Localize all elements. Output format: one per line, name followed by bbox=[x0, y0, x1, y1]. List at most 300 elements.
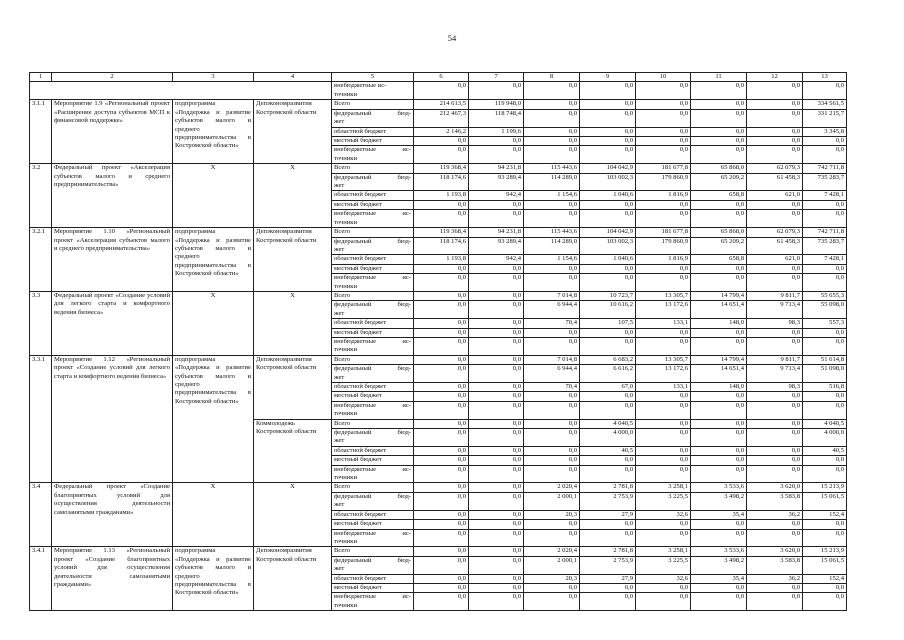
value-cell: 70,4 bbox=[524, 383, 580, 392]
value-cell: 0,0 bbox=[747, 401, 803, 419]
header-cell: 6 bbox=[414, 73, 469, 82]
value-cell: 0,0 bbox=[414, 146, 469, 164]
value-cell: 214 613,5 bbox=[414, 100, 469, 109]
value-cell: 133,1 bbox=[636, 383, 691, 392]
value-cell: 0,0 bbox=[691, 392, 747, 401]
value-cell: 0,0 bbox=[803, 529, 847, 547]
value-cell: 181 677,8 bbox=[636, 164, 691, 173]
value-cell: 0,0 bbox=[691, 210, 747, 228]
item-name: Федеральный проект «Создание условий для легкого старта и комфортного ведения бизнеса» bbox=[52, 291, 173, 355]
table-row bbox=[30, 100, 847, 109]
value-cell: 942,4 bbox=[469, 255, 524, 264]
funding-source-line: жет bbox=[334, 373, 345, 381]
budget-table bbox=[29, 72, 847, 611]
funding-source-line: точники bbox=[334, 537, 358, 545]
value-cell: 4 040,5 bbox=[580, 419, 636, 428]
value-cell: 0,0 bbox=[414, 301, 469, 319]
value-cell: 0,0 bbox=[469, 401, 524, 419]
funding-source-line: жет bbox=[334, 309, 345, 317]
value-cell: 0,0 bbox=[747, 264, 803, 273]
funding-source-line: жет bbox=[334, 182, 345, 190]
value-cell: 0,0 bbox=[414, 593, 469, 611]
funding-source-line: жет bbox=[334, 501, 345, 509]
funding-source-line: областной бюджет bbox=[334, 383, 387, 390]
value-cell: 0,0 bbox=[524, 264, 580, 273]
value-cell: 6 944,4 bbox=[524, 301, 580, 319]
page-number: 54 bbox=[447, 33, 457, 43]
value-cell: 119 368,4 bbox=[414, 228, 469, 237]
value-cell: 27,9 bbox=[580, 510, 636, 519]
value-cell: 0,0 bbox=[636, 583, 691, 592]
value-cell: 0,0 bbox=[636, 109, 691, 127]
funding-source-line: внебюджетные ис- bbox=[334, 146, 411, 154]
value-cell: 93 289,4 bbox=[469, 237, 524, 255]
value-cell: 1 154,6 bbox=[524, 191, 580, 200]
value-cell: 3 345,8 bbox=[803, 127, 847, 136]
table-row bbox=[30, 355, 847, 364]
funding-source bbox=[332, 365, 414, 383]
value-cell: 212 467,3 bbox=[414, 109, 469, 127]
value-cell: 2 000,1 bbox=[524, 556, 580, 574]
value-cell: 0,0 bbox=[414, 210, 469, 228]
value-cell: 0,0 bbox=[747, 529, 803, 547]
value-cell: 65 868,0 bbox=[691, 228, 747, 237]
value-cell: 557,3 bbox=[803, 319, 847, 328]
value-cell: 0,0 bbox=[803, 456, 847, 465]
funding-source-line: точники bbox=[334, 474, 358, 482]
value-cell: 0,0 bbox=[747, 274, 803, 292]
funding-source-line: внебюджетные ис- bbox=[334, 401, 411, 409]
funding-source bbox=[332, 100, 414, 109]
item-executor: Депэкономразвития Костромской области bbox=[254, 355, 332, 419]
value-cell: 14 799,4 bbox=[691, 291, 747, 300]
value-cell: 0,0 bbox=[636, 328, 691, 337]
continuation-cell bbox=[30, 82, 332, 100]
value-cell: 334 561,5 bbox=[803, 100, 847, 109]
funding-source-line: внебюджетные ис- bbox=[334, 274, 411, 282]
item-name: Мероприятие 1.9 «Региональный проект «Расширение доступа субъектов МСП к финансовой поддержке» bbox=[52, 100, 173, 164]
value-cell: 0,0 bbox=[803, 583, 847, 592]
item-executor: Депэкономразвития Костромской области bbox=[254, 228, 332, 292]
value-cell: 103 002,3 bbox=[580, 173, 636, 191]
value-cell: 0,0 bbox=[414, 446, 469, 455]
header-cell: 8 bbox=[524, 73, 580, 82]
value-cell: 0,0 bbox=[580, 210, 636, 228]
item-number: 3.2 bbox=[30, 164, 52, 228]
value-cell: 0,0 bbox=[691, 337, 747, 355]
funding-source bbox=[332, 328, 414, 337]
funding-source-line: внебюджетные ис- bbox=[334, 465, 411, 473]
value-cell: 119 368,4 bbox=[414, 164, 469, 173]
value-cell: 0,0 bbox=[747, 392, 803, 401]
funding-source-line: областной бюджет bbox=[334, 255, 387, 263]
value-cell: 0,0 bbox=[469, 146, 524, 164]
value-cell: 15 061,5 bbox=[803, 492, 847, 510]
value-cell: 0,0 bbox=[691, 419, 747, 428]
funding-source-line: жет bbox=[334, 118, 345, 126]
value-cell: 61 458,3 bbox=[747, 237, 803, 255]
value-cell: 0,0 bbox=[747, 593, 803, 611]
value-cell: 0,0 bbox=[524, 328, 580, 337]
funding-source bbox=[332, 137, 414, 146]
value-cell: 4 040,5 bbox=[803, 419, 847, 428]
funding-source-line: местный бюджет bbox=[334, 583, 382, 591]
header-cell: 4 bbox=[254, 73, 332, 82]
value-cell: 516,8 bbox=[803, 383, 847, 392]
funding-source-line: Всего bbox=[334, 291, 351, 299]
funding-source-line: точники bbox=[334, 218, 358, 226]
value-cell: 0,0 bbox=[414, 328, 469, 337]
value-cell: 0,0 bbox=[803, 593, 847, 611]
value-cell: 4 000,0 bbox=[803, 429, 847, 447]
value-cell: 0,0 bbox=[469, 483, 524, 492]
funding-source-line: местный бюджет bbox=[334, 264, 382, 272]
value-cell: 0,0 bbox=[747, 429, 803, 447]
value-cell: 13 305,7 bbox=[636, 355, 691, 364]
value-cell: 0,0 bbox=[691, 264, 747, 273]
value-cell: 0,0 bbox=[636, 137, 691, 146]
value-cell: 61 458,3 bbox=[747, 173, 803, 191]
funding-source bbox=[332, 355, 414, 364]
value-cell: 0,0 bbox=[524, 419, 580, 428]
value-cell: 0,0 bbox=[469, 137, 524, 146]
value-cell: 14 651,4 bbox=[691, 365, 747, 383]
value-cell: 0,0 bbox=[414, 510, 469, 519]
value-cell: 3 533,6 bbox=[691, 483, 747, 492]
value-cell: 40,5 bbox=[803, 446, 847, 455]
item-number: 3.3 bbox=[30, 291, 52, 355]
funding-source-line: внебюджетные ис- bbox=[334, 82, 387, 90]
funding-source bbox=[332, 383, 414, 392]
header-cell: 13 bbox=[803, 73, 847, 82]
value-cell: 621,0 bbox=[747, 191, 803, 200]
value-cell: 0,0 bbox=[691, 583, 747, 592]
value-cell: 1 193,8 bbox=[414, 191, 469, 200]
funding-source bbox=[332, 228, 414, 237]
value-cell: 0,0 bbox=[580, 200, 636, 209]
value-cell: 10 723,7 bbox=[580, 291, 636, 300]
value-cell: 0,0 bbox=[747, 82, 803, 100]
funding-source bbox=[332, 446, 414, 455]
value-cell: 0,0 bbox=[803, 274, 847, 292]
value-cell: 0,0 bbox=[524, 446, 580, 455]
funding-source bbox=[332, 556, 414, 574]
value-cell: 0,0 bbox=[524, 137, 580, 146]
value-cell: 7 014,8 bbox=[524, 355, 580, 364]
value-cell: 0,0 bbox=[469, 210, 524, 228]
value-cell: 0,0 bbox=[414, 492, 469, 510]
value-cell: 0,0 bbox=[636, 100, 691, 109]
value-cell: 0,0 bbox=[469, 429, 524, 447]
value-cell: 0,0 bbox=[414, 337, 469, 355]
value-cell: 0,0 bbox=[580, 456, 636, 465]
header-cell: 7 bbox=[469, 73, 524, 82]
value-cell: 9 811,7 bbox=[747, 291, 803, 300]
value-cell: 0,0 bbox=[747, 446, 803, 455]
funding-source-line: точники bbox=[334, 282, 358, 290]
funding-source-line: Всего bbox=[334, 164, 351, 172]
funding-source bbox=[332, 82, 414, 100]
funding-source bbox=[332, 191, 414, 200]
value-cell: 0,0 bbox=[691, 446, 747, 455]
value-cell: 115 443,6 bbox=[524, 164, 580, 173]
value-cell: 0,0 bbox=[414, 274, 469, 292]
value-cell: 1 199,6 bbox=[469, 127, 524, 136]
value-cell: 0,0 bbox=[636, 446, 691, 455]
value-cell: 0,0 bbox=[524, 401, 580, 419]
item-program: подпрограмма «Поддержка и развитие субъектов малого и среднего предпринимательства в Костромской области» bbox=[173, 228, 254, 292]
funding-source bbox=[332, 200, 414, 209]
value-cell: 0,0 bbox=[524, 127, 580, 136]
value-cell: 1 816,9 bbox=[636, 255, 691, 264]
value-cell: 621,0 bbox=[747, 255, 803, 264]
value-cell: 0,0 bbox=[469, 383, 524, 392]
value-cell: 0,0 bbox=[414, 556, 469, 574]
value-cell: 0,0 bbox=[636, 401, 691, 419]
value-cell: 0,0 bbox=[580, 337, 636, 355]
funding-source bbox=[332, 547, 414, 556]
funding-source-line: Всего bbox=[334, 228, 351, 236]
value-cell: 0,0 bbox=[803, 82, 847, 100]
funding-source-line: внебюджетные ис- bbox=[334, 210, 411, 218]
value-cell: 104 042,9 bbox=[580, 164, 636, 173]
item-number: 3.1.1 bbox=[30, 100, 52, 164]
value-cell: 0,0 bbox=[580, 137, 636, 146]
value-cell: 735 283,7 bbox=[803, 237, 847, 255]
value-cell: 1 040,6 bbox=[580, 255, 636, 264]
value-cell: 0,0 bbox=[747, 100, 803, 109]
value-cell: 0,0 bbox=[580, 392, 636, 401]
funding-source-line: точники bbox=[334, 601, 358, 609]
funding-source-line: федеральный бюд- bbox=[334, 173, 411, 181]
value-cell: 0,0 bbox=[636, 529, 691, 547]
value-cell: 94 231,8 bbox=[469, 164, 524, 173]
item-name: Мероприятие 1.13 «Региональный проект «Создание благоприятных условий для осуществления деятельности самозанятыми гражданами» bbox=[52, 547, 173, 611]
funding-source-line: жет bbox=[334, 565, 345, 573]
funding-source-line: жет bbox=[334, 245, 345, 253]
value-cell: 0,0 bbox=[580, 146, 636, 164]
value-cell: 0,0 bbox=[524, 200, 580, 209]
item-program: Х bbox=[173, 483, 254, 547]
value-cell: 0,0 bbox=[636, 337, 691, 355]
value-cell: 2 781,8 bbox=[580, 483, 636, 492]
value-cell: 181 677,8 bbox=[636, 228, 691, 237]
item-name: Мероприятие 1.10 «Региональный проект «Акселерация субъектов малого и среднего предпринимательства» bbox=[52, 228, 173, 292]
value-cell: 0,0 bbox=[414, 419, 469, 428]
value-cell: 36,2 bbox=[747, 574, 803, 583]
value-cell: 0,0 bbox=[803, 392, 847, 401]
value-cell: 0,0 bbox=[414, 82, 469, 100]
value-cell: 0,0 bbox=[524, 593, 580, 611]
value-cell: 0,0 bbox=[747, 109, 803, 127]
header-cell: 1 bbox=[30, 73, 52, 82]
value-cell: 3 225,5 bbox=[636, 492, 691, 510]
value-cell: 0,0 bbox=[580, 583, 636, 592]
funding-source-line: Всего bbox=[334, 483, 351, 491]
value-cell: 331 215,7 bbox=[803, 109, 847, 127]
value-cell: 0,0 bbox=[636, 264, 691, 273]
value-cell: 32,6 bbox=[636, 510, 691, 519]
value-cell: 0,0 bbox=[636, 465, 691, 483]
value-cell: 0,0 bbox=[691, 465, 747, 483]
value-cell: 0,0 bbox=[469, 291, 524, 300]
item-executor: Депэкономразвития Костромской области bbox=[254, 100, 332, 164]
value-cell: 0,0 bbox=[469, 529, 524, 547]
value-cell: 0,0 bbox=[469, 465, 524, 483]
value-cell: 133,1 bbox=[636, 319, 691, 328]
funding-source-line: областной бюджет bbox=[334, 510, 387, 518]
value-cell: 735 283,7 bbox=[803, 173, 847, 191]
header-cell: 2 bbox=[52, 73, 173, 82]
value-cell: 0,0 bbox=[747, 520, 803, 529]
value-cell: 114 289,0 bbox=[524, 173, 580, 191]
value-cell: 7 428,1 bbox=[803, 255, 847, 264]
value-cell: 2 781,8 bbox=[580, 547, 636, 556]
table-row bbox=[30, 82, 847, 100]
value-cell: 14 799,4 bbox=[691, 355, 747, 364]
header-cell: 5 bbox=[332, 73, 414, 82]
value-cell: 65 209,2 bbox=[691, 173, 747, 191]
value-cell: 0,0 bbox=[747, 210, 803, 228]
value-cell: 0,0 bbox=[580, 529, 636, 547]
value-cell: 0,0 bbox=[469, 492, 524, 510]
value-cell: 20,3 bbox=[524, 574, 580, 583]
value-cell: 0,0 bbox=[414, 465, 469, 483]
funding-source bbox=[332, 392, 414, 401]
funding-source-line: Всего bbox=[334, 100, 351, 108]
value-cell: 942,4 bbox=[469, 191, 524, 200]
value-cell: 10 616,2 bbox=[580, 301, 636, 319]
value-cell: 0,0 bbox=[469, 355, 524, 364]
funding-source-line: Всего bbox=[334, 355, 351, 363]
value-cell: 93 289,4 bbox=[469, 173, 524, 191]
value-cell: 0,0 bbox=[636, 456, 691, 465]
header-cell: 9 bbox=[580, 73, 636, 82]
value-cell: 179 860,9 bbox=[636, 173, 691, 191]
value-cell: 0,0 bbox=[803, 200, 847, 209]
value-cell: 0,0 bbox=[580, 520, 636, 529]
funding-source-line: Всего bbox=[334, 547, 351, 555]
value-cell: 0,0 bbox=[469, 328, 524, 337]
value-cell: 118 174,6 bbox=[414, 173, 469, 191]
value-cell: 3 583,8 bbox=[747, 492, 803, 510]
funding-source bbox=[332, 401, 414, 419]
value-cell: 0,0 bbox=[691, 456, 747, 465]
value-cell: 2 000,1 bbox=[524, 492, 580, 510]
item-name: Федеральный проект «Акселерация субъектов малого и среднего предпринимательства» bbox=[52, 164, 173, 228]
value-cell: 3 258,1 bbox=[636, 483, 691, 492]
value-cell: 0,0 bbox=[580, 465, 636, 483]
funding-source-line: местный бюджет bbox=[334, 137, 382, 145]
table-row bbox=[30, 547, 847, 556]
value-cell: 0,0 bbox=[691, 593, 747, 611]
value-cell: 67,0 bbox=[580, 383, 636, 392]
value-cell: 9 713,4 bbox=[747, 365, 803, 383]
table-row bbox=[30, 164, 847, 173]
header-cell: 3 bbox=[173, 73, 254, 82]
funding-source bbox=[332, 510, 414, 519]
value-cell: 0,0 bbox=[580, 82, 636, 100]
value-cell: 0,0 bbox=[414, 319, 469, 328]
value-cell: 0,0 bbox=[636, 127, 691, 136]
value-cell: 3 225,5 bbox=[636, 556, 691, 574]
value-cell: 0,0 bbox=[747, 200, 803, 209]
value-cell: 0,0 bbox=[414, 401, 469, 419]
item-program: подпрограмма «Поддержка и развитие субъектов малого и среднего предпринимательства в Костромской области» bbox=[173, 547, 254, 611]
value-cell: 27,9 bbox=[580, 574, 636, 583]
value-cell: 0,0 bbox=[803, 465, 847, 483]
item-program: подпрограмма «Поддержка и развитие субъектов малого и среднего предпринимательства в Костромской области» bbox=[173, 355, 254, 483]
value-cell: 20,3 bbox=[524, 510, 580, 519]
value-cell: 107,5 bbox=[580, 319, 636, 328]
funding-source bbox=[332, 483, 414, 492]
value-cell: 0,0 bbox=[580, 109, 636, 127]
value-cell: 0,0 bbox=[414, 137, 469, 146]
value-cell: 0,0 bbox=[691, 401, 747, 419]
value-cell: 0,0 bbox=[414, 483, 469, 492]
item-program: подпрограмма «Поддержка и развитие субъектов малого и среднего предпринимательства в Костромской области» bbox=[173, 100, 254, 164]
value-cell: 0,0 bbox=[747, 419, 803, 428]
funding-source bbox=[332, 319, 414, 328]
value-cell: 0,0 bbox=[469, 274, 524, 292]
funding-source bbox=[332, 419, 414, 428]
value-cell: 0,0 bbox=[636, 274, 691, 292]
value-cell: 94 231,8 bbox=[469, 228, 524, 237]
value-cell: 9 811,7 bbox=[747, 355, 803, 364]
value-cell: 6 683,2 bbox=[580, 355, 636, 364]
funding-source bbox=[332, 492, 414, 510]
value-cell: 4 000,0 bbox=[580, 429, 636, 447]
item-program: Х bbox=[173, 291, 254, 355]
value-cell: 0,0 bbox=[469, 547, 524, 556]
value-cell: 0,0 bbox=[636, 429, 691, 447]
value-cell: 0,0 bbox=[636, 392, 691, 401]
value-cell: 0,0 bbox=[636, 210, 691, 228]
value-cell: 0,0 bbox=[747, 465, 803, 483]
item-number: 3.4 bbox=[30, 483, 52, 547]
value-cell: 40,5 bbox=[580, 446, 636, 455]
value-cell: 0,0 bbox=[469, 419, 524, 428]
value-cell: 0,0 bbox=[747, 127, 803, 136]
funding-source bbox=[332, 146, 414, 164]
value-cell: 0,0 bbox=[414, 547, 469, 556]
value-cell: 0,0 bbox=[469, 583, 524, 592]
item-executor: Х bbox=[254, 291, 332, 355]
value-cell: 6 616,2 bbox=[580, 365, 636, 383]
value-cell: 0,0 bbox=[580, 100, 636, 109]
value-cell: 0,0 bbox=[414, 291, 469, 300]
funding-source-line: внебюджетные ис- bbox=[334, 529, 411, 537]
value-cell: 0,0 bbox=[803, 264, 847, 273]
funding-source-line: точники bbox=[334, 90, 358, 98]
value-cell: 0,0 bbox=[747, 583, 803, 592]
funding-source-line: федеральный бюд- bbox=[334, 301, 411, 309]
value-cell: 0,0 bbox=[691, 200, 747, 209]
value-cell: 2 020,4 bbox=[524, 483, 580, 492]
funding-source bbox=[332, 210, 414, 228]
value-cell: 3 498,2 bbox=[691, 492, 747, 510]
value-cell: 0,0 bbox=[469, 593, 524, 611]
value-cell: 15 213,9 bbox=[803, 547, 847, 556]
funding-source-line: федеральный бюд- bbox=[334, 237, 411, 245]
value-cell: 0,0 bbox=[469, 319, 524, 328]
value-cell: 0,0 bbox=[636, 419, 691, 428]
value-cell: 0,0 bbox=[747, 328, 803, 337]
funding-source bbox=[332, 574, 414, 583]
value-cell: 0,0 bbox=[524, 100, 580, 109]
funding-source bbox=[332, 529, 414, 547]
funding-source bbox=[332, 109, 414, 127]
